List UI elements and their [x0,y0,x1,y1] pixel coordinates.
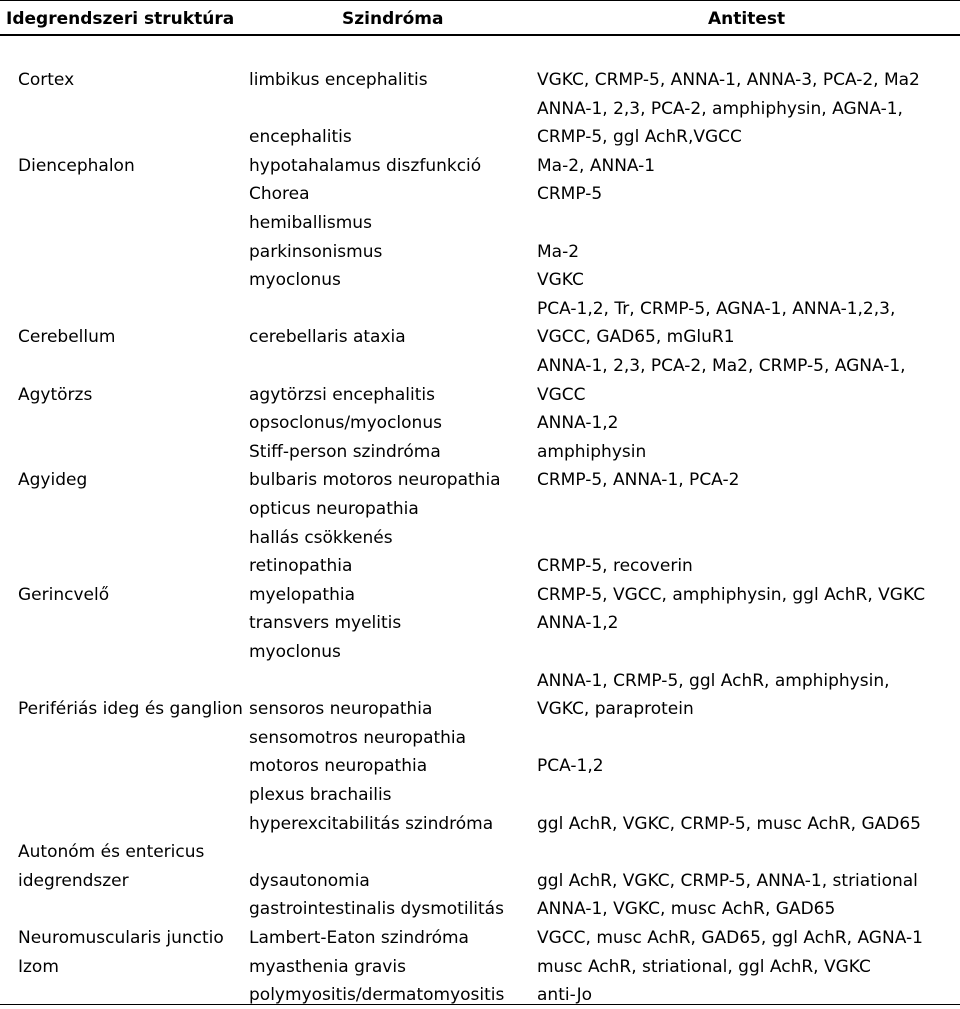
table-row [0,180,960,208]
antibody-cell: ANNA-1,2 [537,613,619,633]
syndrome-cell: opticus neuropathia [249,499,419,519]
syndrome-cell: dysautonomia [249,871,370,891]
syndrome-cell: opsoclonus/myoclonus [249,413,442,433]
structure-cell: Cortex [18,70,75,90]
structure-cell: Gerincvelő [18,585,110,605]
table-row [0,810,960,838]
table-row [0,609,960,637]
syndrome-cell: transvers myelitis [249,613,402,633]
structure-cell: Perifériás ideg és ganglion [18,699,243,719]
structure-cell: Diencephalon [18,156,135,176]
syndrome-cell: sensomotros neuropathia [249,728,467,748]
antibody-cell: musc AchR, striational, ggl AchR, VGKC [537,957,871,977]
antibody-cell: CRMP-5 [537,184,603,204]
table-row [0,924,960,952]
table-row [0,552,960,580]
antibody-cell: CRMP-5, recoverin [537,556,693,576]
syndrome-cell: sensoros neuropathia [249,699,433,719]
antibody-cell: ANNA-1, 2,3, PCA-2, amphiphysin, AGNA-1, [537,99,903,119]
structure-cell: Izom [18,957,59,977]
table-row [0,581,960,609]
antibody-cell: VGKC [537,270,584,290]
table-row [0,781,960,809]
syndrome-cell: parkinsonismus [249,242,383,262]
table-row [0,381,960,409]
table-row [0,66,960,94]
syndrome-cell: cerebellaris ataxia [249,327,406,347]
table-row [0,123,960,151]
table-row [0,953,960,981]
antibody-cell: VGCC, musc AchR, GAD65, ggl AchR, AGNA-1 [537,928,923,948]
table-row [0,152,960,180]
syndrome-cell: retinopathia [249,556,353,576]
table-bottom-rule [0,1004,960,1005]
table-row [0,438,960,466]
table-row [0,867,960,895]
structure-cell: idegrendszer [18,871,129,891]
syndrome-cell: polymyositis/dermatomyositis [249,985,505,1005]
table-row [0,466,960,494]
antibody-cell: ANNA-1,2 [537,413,619,433]
table-row [0,323,960,351]
syndrome-cell: agytörzsi encephalitis [249,385,435,405]
column-header-antibody: Antitest [708,9,786,29]
table-row [0,895,960,923]
table-header [0,0,960,36]
structure-cell: Agytörzs [18,385,93,405]
table-row [0,266,960,294]
structure-cell: Cerebellum [18,327,116,347]
antibody-cell: PCA-1,2, Tr, CRMP-5, AGNA-1, ANNA-1,2,3, [537,299,896,319]
antibody-cell: CRMP-5, VGCC, amphiphysin, ggl AchR, VGKC [537,585,926,605]
antibody-cell: ggl AchR, VGKC, CRMP-5, musc AchR, GAD65 [537,814,922,834]
syndrome-cell: Lambert-Eaton szindróma [249,928,469,948]
table-row [0,209,960,237]
antibody-cell: Ma-2 [537,242,580,262]
syndrome-cell: hallás csökkenés [249,528,393,548]
syndrome-cell: myasthenia gravis [249,957,406,977]
syndrome-cell: myoclonus [249,642,341,662]
table-row [0,638,960,666]
syndrome-cell: encephalitis [249,127,352,147]
antibody-cell: Ma-2, ANNA-1 [537,156,656,176]
syndrome-cell: hypotahalamus diszfunkció [249,156,482,176]
table-row [0,295,960,323]
table-row [0,495,960,523]
antibody-cell: ANNA-1, VGKC, musc AchR, GAD65 [537,899,836,919]
table-row [0,524,960,552]
antibody-cell: VGKC, CRMP-5, ANNA-1, ANNA-3, PCA-2, Ma2 [537,70,920,90]
table-row [0,667,960,695]
table-row [0,95,960,123]
antibody-cell: VGKC, paraprotein [537,699,694,719]
syndrome-cell: limbikus encephalitis [249,70,428,90]
column-header-structure: Idegrendszeri struktúra [6,9,235,29]
table-row [0,238,960,266]
table-row [0,752,960,780]
syndrome-cell: Stiff-person szindróma [249,442,441,462]
antibody-cell: CRMP-5, ggl AchR,VGCC [537,127,742,147]
antibody-cell: CRMP-5, ANNA-1, PCA-2 [537,470,740,490]
table-row [0,838,960,866]
antibody-cell: amphiphysin [537,442,647,462]
structure-cell: Autonóm és entericus [18,842,205,862]
syndrome-cell: motoros neuropathia [249,756,428,776]
antibody-cell: ANNA-1, CRMP-5, ggl AchR, amphiphysin, [537,671,890,691]
antibody-cell: PCA-1,2 [537,756,604,776]
syndrome-cell: bulbaris motoros neuropathia [249,470,501,490]
antibody-cell: VGCC [537,385,586,405]
antibody-cell: VGCC, GAD65, mGluR1 [537,327,735,347]
table-row [0,409,960,437]
table-row [0,695,960,723]
syndrome-cell: plexus brachailis [249,785,392,805]
syndrome-cell: hyperexcitabilitás szindróma [249,814,494,834]
column-header-syndrome: Szindróma [342,9,444,29]
syndrome-cell: myoclonus [249,270,341,290]
table-row [0,724,960,752]
antibody-cell: ggl AchR, VGKC, CRMP-5, ANNA-1, striational [537,871,918,891]
syndrome-cell: myelopathia [249,585,355,605]
syndrome-cell: hemiballismus [249,213,372,233]
antibody-cell: anti-Jo [537,985,593,1005]
syndrome-cell: Chorea [249,184,310,204]
table-row [0,352,960,380]
antibody-cell: ANNA-1, 2,3, PCA-2, Ma2, CRMP-5, AGNA-1, [537,356,906,376]
syndrome-cell: gastrointestinalis dysmotilitás [249,899,504,919]
structure-cell: Neuromuscularis junctio [18,928,224,948]
structure-cell: Agyideg [18,470,88,490]
